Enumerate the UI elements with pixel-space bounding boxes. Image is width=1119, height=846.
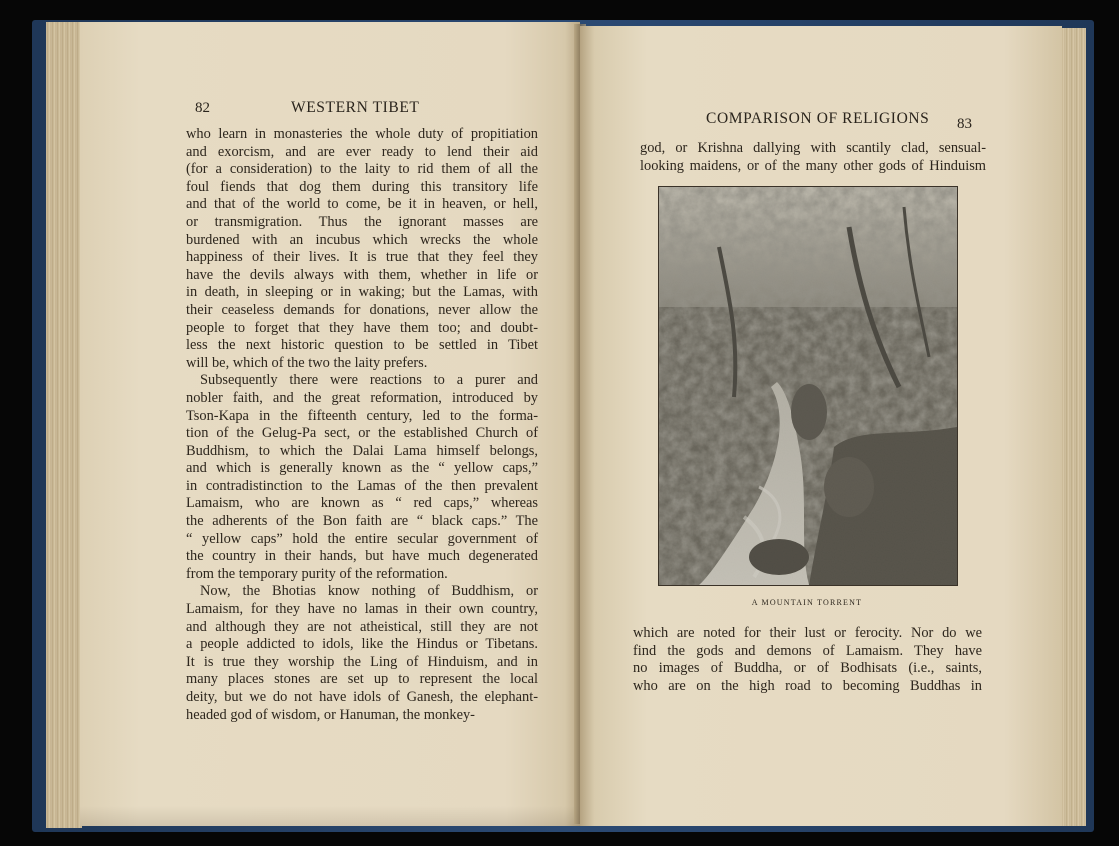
text-line: and although they are not atheistical, still they are not (186, 618, 538, 635)
text-line: It is true they worship the Ling of Hinduism, and in (186, 653, 538, 670)
text-line: happiness of their lives. It is true that they feel they (186, 249, 538, 266)
text-line: people to forget that they have them too; and doubt- (186, 319, 538, 336)
text-line: and which is generally known as the “ yellow caps,” (186, 460, 538, 477)
text-line: god, or Krishna dallying with scantily clad, sensual- (640, 140, 986, 156)
left-page-edges (46, 22, 82, 828)
text-line: the adherents of the Bon faith are “ black caps.” The (186, 513, 538, 530)
text-line: will be, which of the two the laity prefers. (186, 354, 428, 371)
text-line: which are noted for their lust or ferocity. Nor do we (633, 625, 982, 641)
page-number: 82 (195, 100, 210, 116)
text-line: who learn in monasteries the whole duty of propitiation (186, 126, 538, 142)
text-line: in death, in sleeping or in waking; but the Lamas, with (186, 284, 538, 301)
text-line: and that of the world to come, be it in heaven, or hell, (186, 196, 538, 213)
text-line: “ yellow caps” hold the entire secular government of (186, 530, 538, 547)
text-line: foul fiends that dog them during this transitory life (186, 178, 538, 195)
photo-illustration (659, 187, 957, 585)
text-line: deity, but we do not have idols of Ganesh, the elephant- (186, 689, 538, 705)
text-line: a people addicted to idols, like the Hindus or Tibetans. (186, 636, 538, 653)
text-line: Lamaism, who are known as “ red caps,” whereas (186, 495, 538, 512)
text-line: their ceaseless demands for donations, never allow the (186, 301, 538, 318)
text-line: or transmigration. Thus the ignorant masses are (186, 213, 538, 230)
mountain-torrent-photo (658, 186, 958, 586)
text-line: in contradistinction to the Lamas of the then prevalent (186, 477, 538, 494)
text-line: Subsequently there were reactions to a purer and (200, 372, 538, 389)
page-number: 83 (957, 116, 972, 132)
text-line: Tson-Kapa in the fifteenth century, led to the forma- (186, 407, 538, 424)
text-line: no images of Buddha, or of Bodhisats (i.e., saints, (633, 660, 982, 677)
right-page-edges (1060, 28, 1086, 826)
text-line: the country in their hands, but have much degenerated (186, 548, 538, 565)
text-line: and exorcism, and are ever ready to lend their aid (186, 143, 538, 160)
text-line: find the gods and demons of Lamaism. They have (633, 642, 982, 659)
text-line: less the next historic question to be settled in Tibet (186, 337, 538, 354)
text-line: nobler faith, and the great reformation, introduced by (186, 389, 538, 406)
body-text-top (640, 140, 986, 175)
running-head: WESTERN TIBET (291, 99, 420, 116)
running-head: COMPARISON OF RELIGIONS (706, 110, 930, 127)
text-line: have the devils always with them, whether in life or (186, 266, 538, 283)
text-line: Lamaism, for they have no lamas in their own country, (186, 601, 538, 618)
body-text (186, 126, 538, 724)
text-line: from the temporary purity of the reformation. (186, 565, 448, 582)
text-line: burdened with an incubus which wrecks the whole (186, 231, 538, 248)
text-line: tion of the Gelug-Pa sect, or the established Church of (186, 425, 538, 442)
text-line: many places stones are set up to represent the local (186, 671, 538, 688)
text-line: (for a consideration) to the laity to rid them of all the (186, 161, 538, 178)
text-line: looking maidens, or of the many other gods of Hinduism (640, 157, 986, 174)
text-line: who are on the high road to becoming Buddhas in (633, 677, 982, 694)
photo-caption: A MOUNTAIN TORRENT (751, 598, 863, 607)
text-line: headed god of wisdom, or Hanuman, the monkey- (186, 706, 475, 723)
text-line: Buddhism, to which the Dalai Lama himself belongs, (186, 442, 538, 459)
left-page (80, 22, 580, 826)
body-text-bottom (633, 625, 982, 695)
page-shade (80, 806, 580, 826)
text-line: Now, the Bhotias know nothing of Buddhism, or (200, 583, 538, 600)
right-page (580, 26, 1062, 826)
